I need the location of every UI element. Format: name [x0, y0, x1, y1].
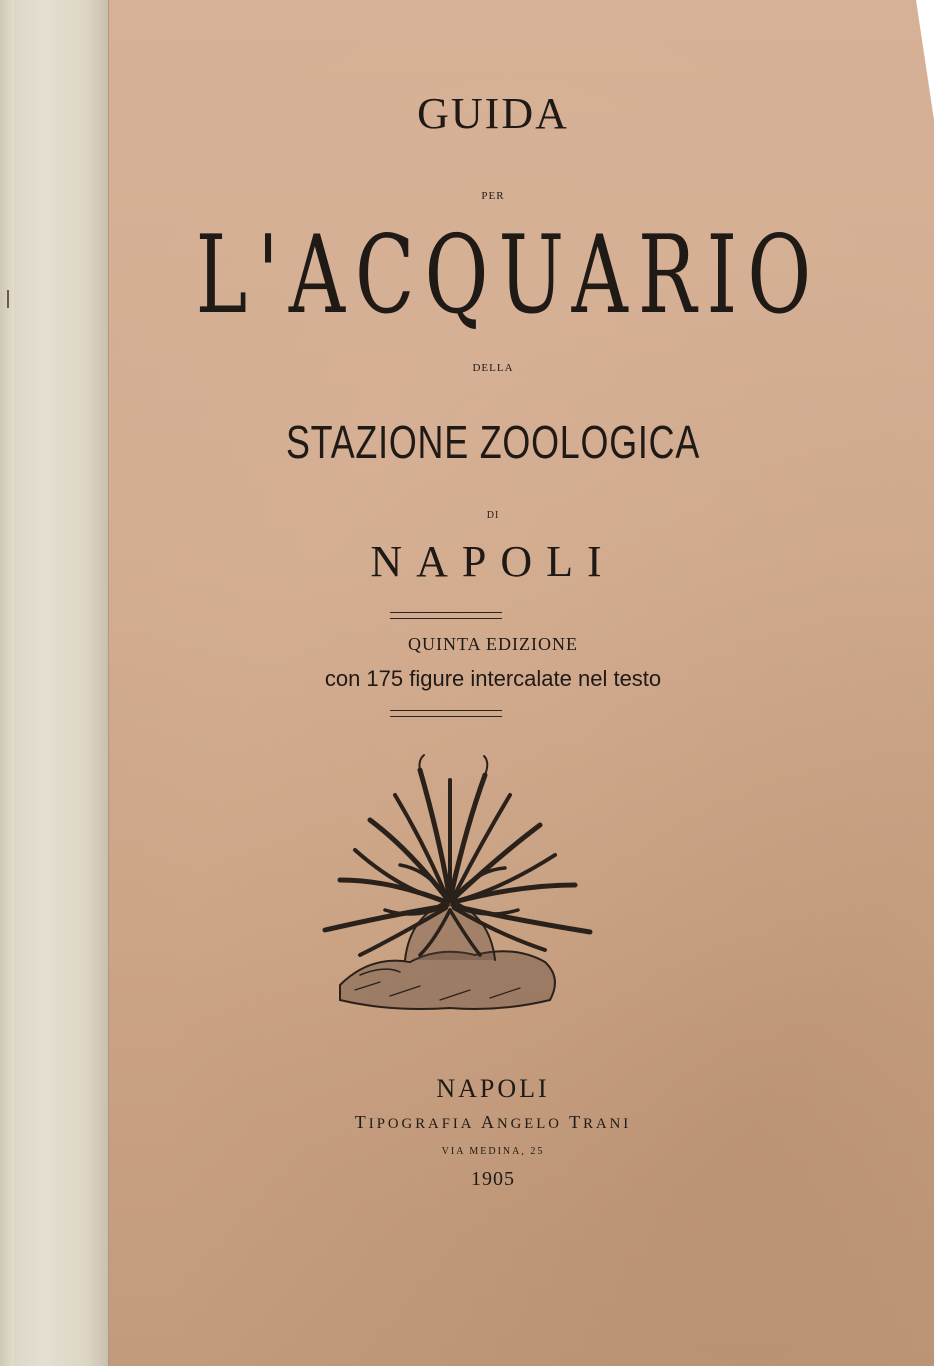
imprint-year: 1905	[471, 1168, 515, 1190]
word-di: DI	[486, 510, 500, 521]
publisher-word-ngelo: NGELO	[496, 1116, 562, 1132]
publisher-word-ipografia: IPOGRAFIA	[368, 1116, 475, 1132]
edition-label: QUINTA EDIZIONE	[407, 634, 579, 654]
publisher-word-rani: RANI	[583, 1116, 632, 1132]
spine-edge	[0, 0, 14, 1366]
imprint-address: VIA MEDINA, 25	[441, 1146, 545, 1157]
sea-anemone-icon	[300, 750, 600, 1020]
figures-note: con 175 figure intercalate nel testo	[324, 666, 662, 691]
word-della: DELLA	[472, 362, 514, 374]
institution-name: STAZIONE ZOOLOGICA	[285, 416, 701, 468]
publisher-initial-a: A	[480, 1112, 497, 1132]
publisher-initial-t2: T	[569, 1112, 584, 1132]
imprint-publisher	[80, 1112, 906, 1133]
word-per: PER	[481, 190, 505, 202]
city-name: NAPOLI	[370, 537, 616, 586]
double-rule-top	[390, 612, 502, 619]
publisher-initial-t: T	[354, 1112, 369, 1132]
title-acquario: L'ACQUARIO	[195, 213, 822, 338]
title-guida: GUIDA	[417, 89, 569, 138]
double-rule-bottom	[390, 710, 502, 717]
imprint-city: NAPOLI	[436, 1074, 550, 1103]
spine-mark	[7, 290, 9, 308]
torn-corner	[916, 0, 934, 120]
